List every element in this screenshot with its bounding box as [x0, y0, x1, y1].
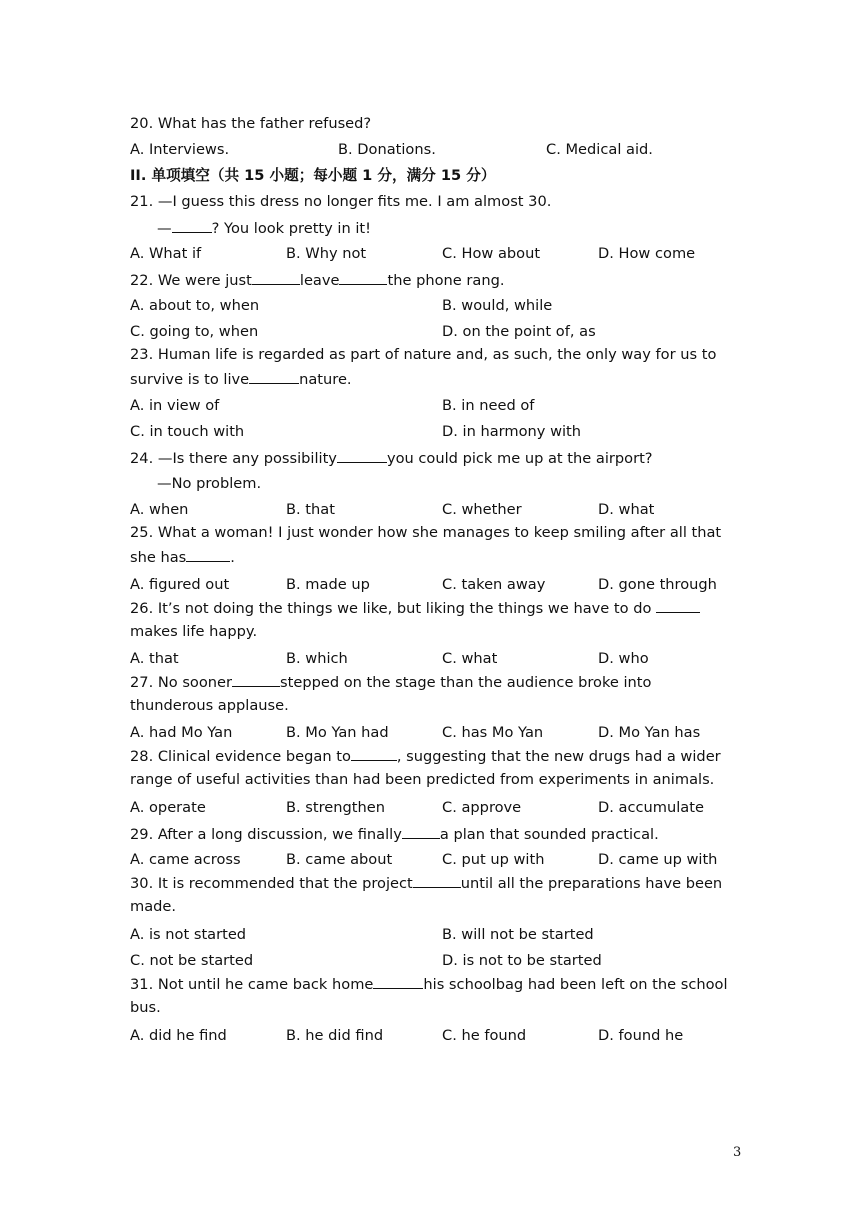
q29-option-b: B. came about: [286, 851, 393, 868]
q27-option-b: B. Mo Yan had: [286, 724, 389, 741]
stem-part: until all the preparations have been: [460, 875, 723, 892]
stem-part: 27. No sooner: [130, 674, 233, 691]
q25-option-b: B. made up: [286, 576, 370, 593]
stem-part: nature.: [299, 371, 352, 388]
q22-option-a: A. about to, when: [130, 297, 260, 314]
stem-part: his schoolbag had been left on the school: [423, 976, 728, 993]
q29-option-d: D. came up with: [598, 851, 718, 868]
answer-blank: [186, 547, 230, 562]
q21-option-a: A. What if: [130, 245, 202, 262]
q24-option-c: C. whether: [442, 501, 522, 518]
question-26-stem: [130, 598, 700, 619]
answer-blank: [252, 270, 300, 285]
question-25-stem: 25. What a woman! I just wonder how she manages to keep smiling after all that: [130, 524, 722, 541]
question-29-stem: [130, 824, 659, 845]
q28-option-c: C. approve: [442, 799, 522, 816]
q26-option-b: B. which: [286, 650, 348, 667]
q24-option-d: D. what: [598, 501, 655, 518]
question-31-line2: bus.: [130, 999, 161, 1016]
stem-part: .: [230, 549, 235, 566]
stem-part: 24. —Is there any possibility: [130, 450, 337, 467]
answer-blank: [249, 369, 299, 384]
q26-option-c: C. what: [442, 650, 498, 667]
q25-option-d: D. gone through: [598, 576, 717, 593]
stem-part: 22. We were just: [130, 272, 252, 289]
q22-option-b: B. would, while: [442, 297, 553, 314]
q25-option-c: C. taken away: [442, 576, 546, 593]
dash: —: [157, 220, 172, 237]
q22-option-c: C. going to, when: [130, 323, 259, 340]
q30-option-a: A. is not started: [130, 926, 247, 943]
answer-blank: [172, 218, 212, 233]
answer-blank: [232, 672, 280, 687]
question-22-stem: [130, 270, 504, 291]
stem-part: stepped on the stage than the audience broke into: [280, 674, 652, 691]
question-30-stem: [130, 873, 722, 894]
q24-option-b: B. that: [286, 501, 335, 518]
section-heading: II. 单项填空（共 15 小题；每小题 1 分，满分 15 分）: [130, 167, 496, 184]
stem-part: 26. It’s not doing the things we like, but liking the things we have to do: [130, 600, 652, 617]
q26-option-a: A. that: [130, 650, 179, 667]
question-27-line2: thunderous applause.: [130, 697, 289, 714]
question-21-text: ? You look pretty in it!: [211, 220, 371, 237]
question-21-stem: 21. —I guess this dress no longer fits me. I am almost 30.: [130, 193, 552, 210]
question-24-reply: —No problem.: [157, 475, 262, 492]
q29-option-c: C. put up with: [442, 851, 545, 868]
answer-blank: [351, 746, 397, 761]
q23-option-a: A. in view of: [130, 397, 220, 414]
q26-option-d: D. who: [598, 650, 649, 667]
q27-option-c: C. has Mo Yan: [442, 724, 544, 741]
q20-option-b: B. Donations.: [338, 141, 436, 158]
q30-option-d: D. is not to be started: [442, 952, 602, 969]
q28-option-d: D. accumulate: [598, 799, 704, 816]
question-27-stem: [130, 672, 651, 693]
question-23-line2: [130, 369, 352, 390]
q23-option-b: B. in need of: [442, 397, 535, 414]
q27-option-a: A. had Mo Yan: [130, 724, 233, 741]
stem-part: 29. After a long discussion, we finally: [130, 826, 402, 843]
question-24-stem: [130, 448, 653, 469]
stem-part: 31. Not until he came back home: [130, 976, 374, 993]
answer-blank: [339, 270, 387, 285]
q23-option-d: D. in harmony with: [442, 423, 582, 440]
question-30-line2: made.: [130, 898, 177, 915]
stem-part: a plan that sounded practical.: [439, 826, 659, 843]
q21-option-b: B. Why not: [286, 245, 367, 262]
q29-option-a: A. came across: [130, 851, 241, 868]
q31-option-a: A. did he find: [130, 1027, 227, 1044]
question-28-line2: range of useful activities than had been predicted from experiments in animals.: [130, 771, 715, 788]
stem-part: leave: [299, 272, 340, 289]
q31-option-b: B. he did find: [286, 1027, 384, 1044]
q31-option-c: C. he found: [442, 1027, 527, 1044]
question-21-line2: [157, 218, 371, 239]
q21-option-d: D. How come: [598, 245, 696, 262]
question-31-stem: [130, 974, 728, 995]
q21-option-c: C. How about: [442, 245, 541, 262]
answer-blank: [656, 598, 700, 613]
stem-part: , suggesting that the new drugs had a wider: [396, 748, 721, 765]
question-25-line2: [130, 547, 235, 568]
q24-option-a: A. when: [130, 501, 189, 518]
answer-blank: [373, 974, 423, 989]
question-26-line2: makes life happy.: [130, 623, 258, 640]
answer-blank: [337, 448, 387, 463]
q28-option-a: A. operate: [130, 799, 206, 816]
q23-option-c: C. in touch with: [130, 423, 245, 440]
question-23-stem: 23. Human life is regarded as part of nature and, as such, the only way for us to: [130, 346, 717, 363]
answer-blank: [413, 873, 461, 888]
stem-part: 30. It is recommended that the project: [130, 875, 413, 892]
q27-option-d: D. Mo Yan has: [598, 724, 701, 741]
answer-blank: [402, 824, 440, 839]
q20-option-c: C. Medical aid.: [546, 141, 653, 158]
stem-part: 28. Clinical evidence began to: [130, 748, 351, 765]
question-28-stem: [130, 746, 721, 767]
q28-option-b: B. strengthen: [286, 799, 385, 816]
stem-part: the phone rang.: [387, 272, 505, 289]
q25-option-a: A. figured out: [130, 576, 230, 593]
stem-part: you could pick me up at the airport?: [386, 450, 653, 467]
q31-option-d: D. found he: [598, 1027, 684, 1044]
q30-option-c: C. not be started: [130, 952, 254, 969]
question-20-stem: 20. What has the father refused?: [130, 115, 372, 132]
stem-part: she has: [130, 549, 187, 566]
q20-option-a: A. Interviews.: [130, 141, 230, 158]
page-number: 3: [733, 1145, 742, 1160]
q22-option-d: D. on the point of, as: [442, 323, 596, 340]
stem-part: survive is to live: [130, 371, 250, 388]
q30-option-b: B. will not be started: [442, 926, 594, 943]
